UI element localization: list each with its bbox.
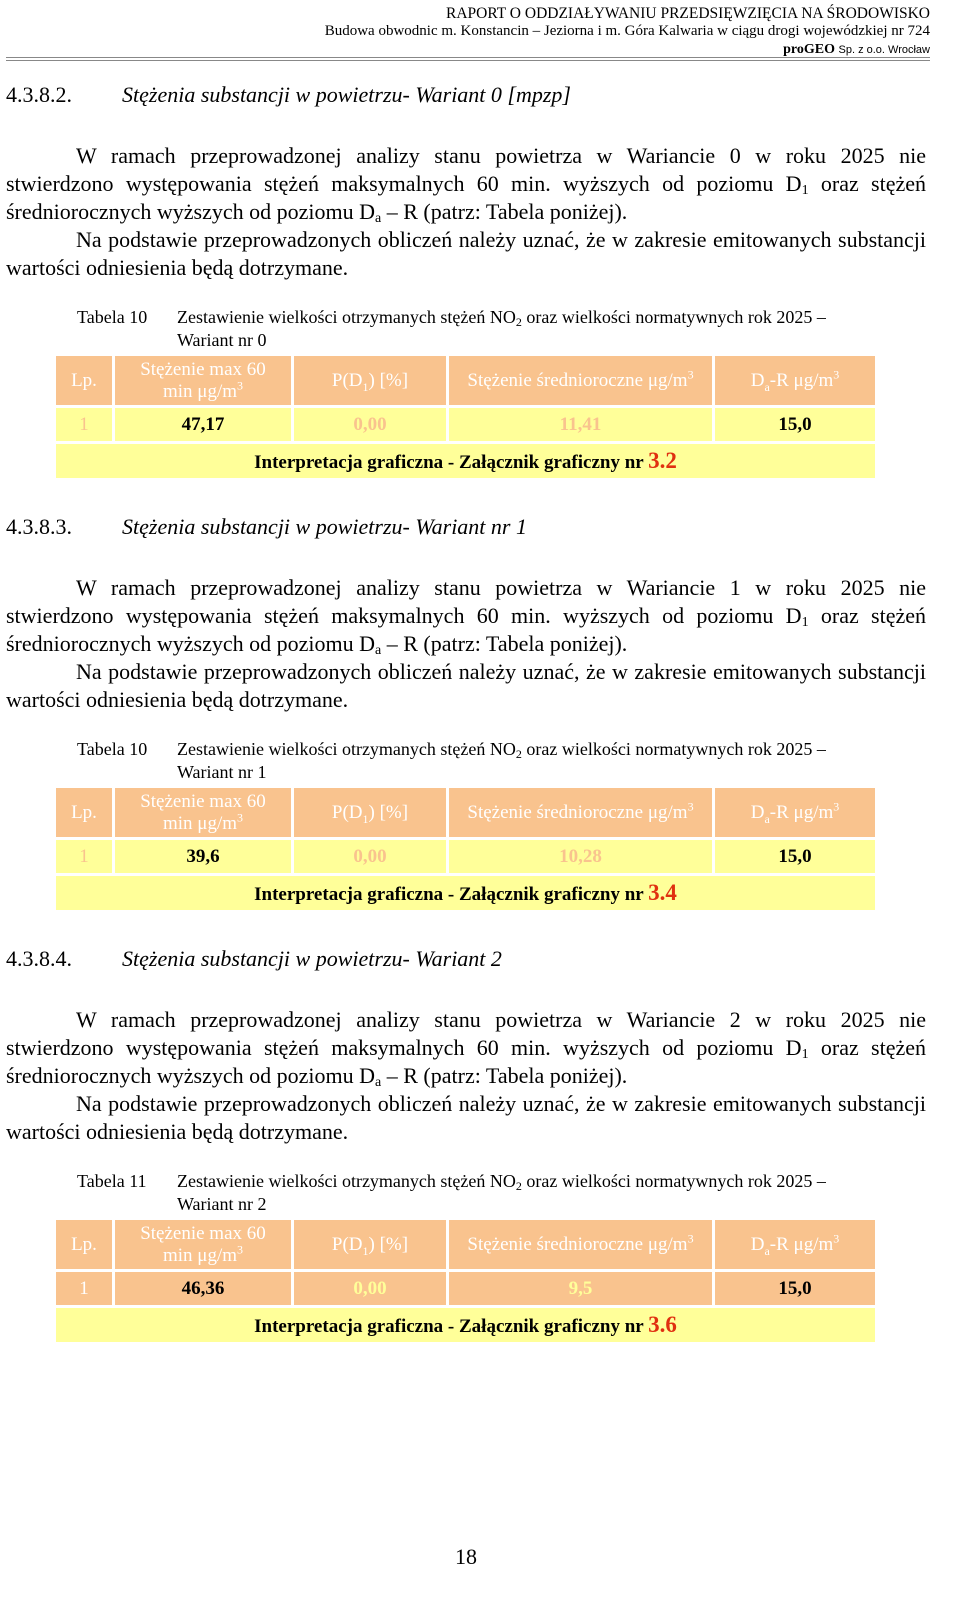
section-heading xyxy=(6,82,571,108)
report-title: RAPORT O ODDZIAŁYWANIU PRZEDSIĘWZIĘCIA NA ŚRODOWISKO xyxy=(445,5,930,22)
header-average: Stężenie średnioroczne $\mu g/m^3$ xyxy=(449,356,712,405)
section-number: 4.3.8.4. xyxy=(6,946,72,971)
table-label: Tabela 10 xyxy=(77,739,148,759)
annex-reference: Interpretacja graficzna - Załącznik graficzny nr 3.6 xyxy=(56,1308,875,1342)
header-average: Stężenie średnioroczne $\mu g/m^3$ xyxy=(449,1220,712,1269)
paragraph-text-2: Na podstawie przeprowadzonych obliczeń należy uznać, że w zakresie emitowanych substancji wartości odniesienia będą dotrzymane. xyxy=(6,659,926,712)
header-pd1: $P(D_1)$ [%] xyxy=(294,356,446,405)
paragraph-text-2: Na podstawie przeprowadzonych obliczeń należy uznać, że w zakresie emitowanych substancji wartości odniesienia będą dotrzymane. xyxy=(6,1091,926,1144)
cell-da-r: 15,0 xyxy=(715,408,875,441)
section-number: 4.3.8.3. xyxy=(6,514,72,539)
annex-number: 3.2 xyxy=(648,448,677,473)
table-annex-row xyxy=(56,876,875,910)
section-paragraph xyxy=(6,142,926,282)
header-max60: Stężenie max 60 $\min \mu g/m^3$ xyxy=(115,356,291,405)
header-max60: Stężenie max 60 $\min \mu g/m^3$ xyxy=(115,788,291,837)
section-paragraph xyxy=(6,1006,926,1146)
table-label: Tabela 10 xyxy=(77,307,148,327)
table-row xyxy=(56,1272,875,1305)
cell-max60: 39,6 xyxy=(115,840,291,873)
cell-da-r: 15,0 xyxy=(715,840,875,873)
cell-pd1: 0,00 xyxy=(294,840,446,873)
table-caption-text: Zestawienie wielkości otrzymanych stężeń $NO_2$ oraz wielkości normatywnych rok 2025 – Wariant nr 2 xyxy=(177,1171,826,1214)
cell-max60: 46,36 xyxy=(115,1272,291,1305)
annex-reference: Interpretacja graficzna - Załącznik graficzny nr 3.4 xyxy=(56,876,875,910)
annex-number: 3.4 xyxy=(648,880,677,905)
company-brand: proGEO xyxy=(783,42,835,57)
cell-da-r: 15,0 xyxy=(715,1272,875,1305)
section-number: 4.3.8.2. xyxy=(6,82,72,107)
cell-lp: 1 xyxy=(56,408,112,441)
paragraph-text-1: W ramach przeprowadzonej analizy stanu powietrza w Wariancie 2 w roku 2025 nie stwierdzono występowania stężeń maksymalnych 60 min. wyższych od poziomu $D_1$ oraz stężeń średniorocznych wyższych od poziomu $D_a$ – R (patrz: Tabela poniżej). xyxy=(6,1007,927,1090)
cell-average: 9,5 xyxy=(449,1272,712,1305)
cell-lp: 1 xyxy=(56,1272,112,1305)
header-pd1: $P(D_1)$ [%] xyxy=(294,788,446,837)
section-title: Stężenia substancji w powietrzu- Wariant 2 xyxy=(122,946,502,971)
header-da-r: $D_a-R$ $\mu g/m^3$ xyxy=(715,356,875,405)
report-subtitle: Budowa obwodnic m. Konstancin – Jeziorna i m. Góra Kalwaria w ciągu drogi wojewódzkiej nr 724 xyxy=(324,23,930,39)
annex-number: 3.6 xyxy=(648,1312,677,1337)
section-heading xyxy=(6,514,527,540)
cell-average: 11,41 xyxy=(449,408,712,441)
table-header-row xyxy=(56,356,875,405)
section-paragraph xyxy=(6,574,926,714)
annex-reference: Interpretacja graficzna - Załącznik graficzny nr 3.2 xyxy=(56,444,875,478)
header-rule-2 xyxy=(6,60,930,61)
section-title: Stężenia substancji w powietrzu- Wariant 0 [mpzp] xyxy=(122,82,571,107)
header-lp: Lp. xyxy=(56,788,112,837)
table-row xyxy=(56,408,875,441)
table-header-row xyxy=(56,788,875,837)
cell-lp: 1 xyxy=(56,840,112,873)
results-table xyxy=(53,1217,878,1345)
section-heading xyxy=(6,946,502,972)
page-number: 18 xyxy=(455,1544,477,1569)
header-pd1: $P(D_1)$ [%] xyxy=(294,1220,446,1269)
header-da-r: $D_a-R$ $\mu g/m^3$ xyxy=(715,1220,875,1269)
company-suffix: Sp. z o.o. Wrocław xyxy=(838,44,930,56)
table-label: Tabela 11 xyxy=(77,1171,147,1191)
table-header-row xyxy=(56,1220,875,1269)
section-title: Stężenia substancji w powietrzu- Wariant nr 1 xyxy=(122,514,527,539)
table-caption-text: Zestawienie wielkości otrzymanych stężeń $NO_2$ oraz wielkości normatywnych rok 2025 – Wariant nr 0 xyxy=(177,307,826,350)
header-da-r: $D_a-R$ $\mu g/m^3$ xyxy=(715,788,875,837)
paragraph-text-1: W ramach przeprowadzonej analizy stanu powietrza w Wariancie 1 w roku 2025 nie stwierdzono występowania stężeń maksymalnych 60 min. wyższych od poziomu $D_1$ oraz stężeń średniorocznych wyższych od poziomu $D_a$ – R (patrz: Tabela poniżej). xyxy=(6,575,927,658)
cell-pd1: 0,00 xyxy=(294,408,446,441)
cell-pd1: 0,00 xyxy=(294,1272,446,1305)
header-average: Stężenie średnioroczne $\mu g/m^3$ xyxy=(449,788,712,837)
table-annex-row xyxy=(56,444,875,478)
cell-max60: 47,17 xyxy=(115,408,291,441)
cell-average: 10,28 xyxy=(449,840,712,873)
header-lp: Lp. xyxy=(56,356,112,405)
table-annex-row xyxy=(56,1308,875,1342)
header-lp: Lp. xyxy=(56,1220,112,1269)
results-table xyxy=(53,785,878,913)
table-row xyxy=(56,840,875,873)
results-table xyxy=(53,353,878,481)
header-rule xyxy=(6,57,930,58)
paragraph-text-1: W ramach przeprowadzonej analizy stanu powietrza w Wariancie 0 w roku 2025 nie stwierdzono występowania stężeń maksymalnych 60 min. wyższych od poziomu $D_1$ oraz stężeń średniorocznych wyższych od poziomu $D_a$ – R (patrz: Tabela poniżej). xyxy=(6,143,927,226)
paragraph-text-2: Na podstawie przeprowadzonych obliczeń należy uznać, że w zakresie emitowanych substancji wartości odniesienia będą dotrzymane. xyxy=(6,227,926,280)
header-max60: Stężenie max 60 $\min \mu g/m^3$ xyxy=(115,1220,291,1269)
table-caption-text: Zestawienie wielkości otrzymanych stężeń $NO_2$ oraz wielkości normatywnych rok 2025 – Wariant nr 1 xyxy=(177,739,826,782)
